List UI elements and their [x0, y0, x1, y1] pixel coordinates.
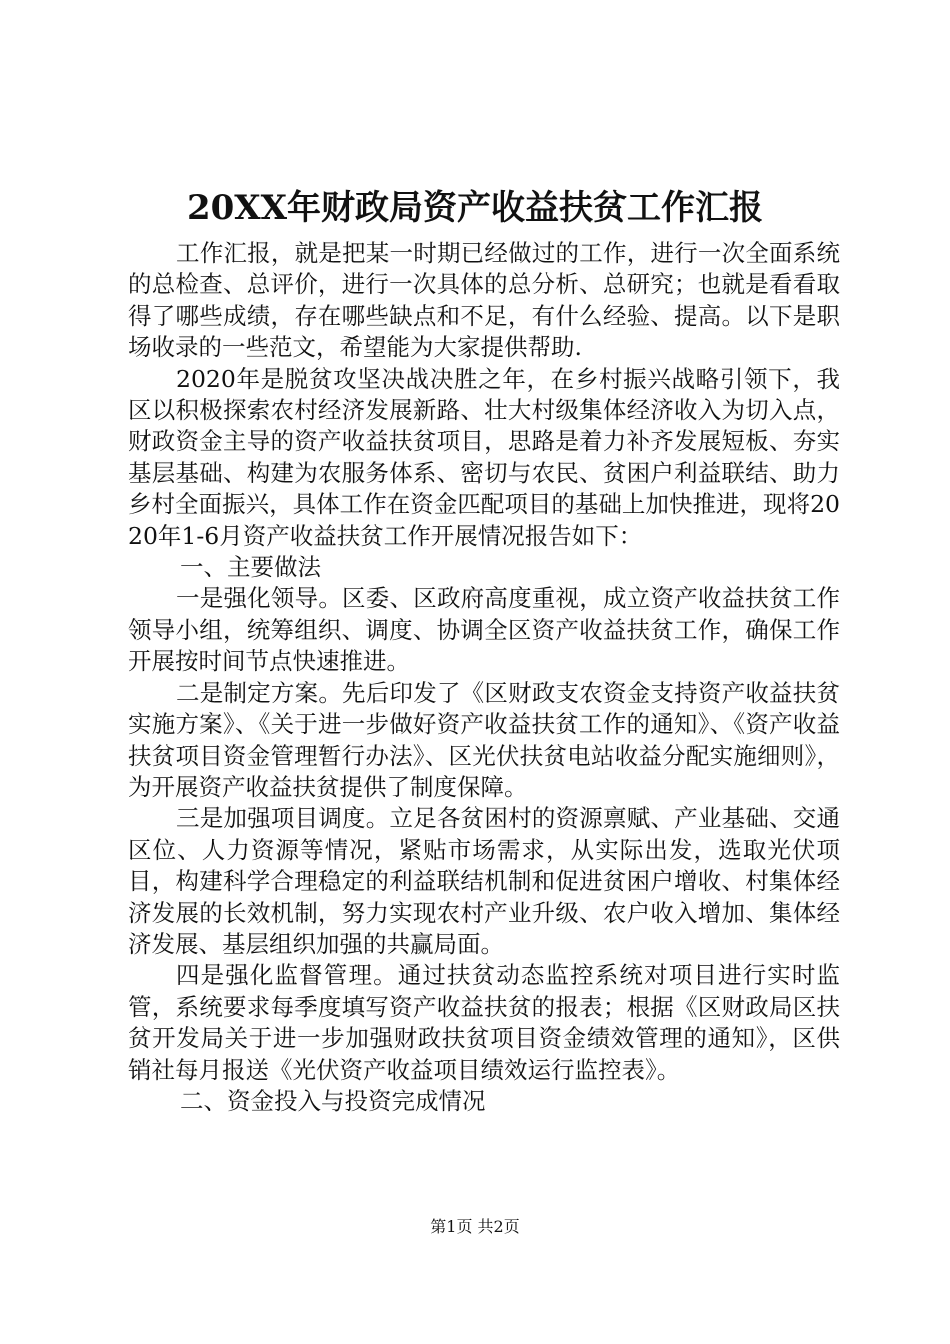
practice-paragraph-scheduling: 三是加强项目调度。立足各贫困村的资源禀赋、产业基础、交通区位、人力资源等情况，紧贴市场需求，从实际出发，选取光伏项目，构建科学合理稳定的利益联结机制和促进贫困户增收、村集体经济发展的长效机制，努力实现农村产业升级、农户收入增加、集体经济发展、基层组织加强的共赢局面。 [128, 804, 840, 958]
background-paragraph: 2020年是脱贫攻坚决战决胜之年，在乡村振兴战略引领下，我区以积极探索农村经济发展新路、壮大村级集体经济收入为切入点，财政资金主导的资产收益扶贫项目，思路是着力补齐发展短板、夯实基层基础、构建为农服务体系、密切与农民、贫困户利益联结、助力乡村全面振兴，具体工作在资金匹配项目的基础上加快推进，现将2020年1-6月资产收益扶贫工作开展情况报告如下： [128, 364, 840, 550]
practice-paragraph-leadership: 一是强化领导。区委、区政府高度重视，成立资产收益扶贫工作领导小组，统筹组织、调度、协调全区资产收益扶贫工作，确保工作开展按时间节点快速推进。 [128, 584, 840, 676]
section-heading-main-practices: 一、主要做法 [180, 553, 321, 582]
intro-paragraph: 工作汇报，就是把某一时期已经做过的工作，进行一次全面系统的总检查、总评价，进行一次具体的总分析、总研究；也就是看看取得了哪些成绩，存在哪些缺点和不足，有什么经验、提高。以下是职场收录的一些范文，希望能为大家提供帮助. [128, 239, 840, 362]
page-number-footer: 第1页 共2页 [430, 1217, 520, 1236]
practice-paragraph-plans: 二是制定方案。先后印发了《区财政支农资金支持资产收益扶贫实施方案》、《关于进一步做好资产收益扶贫工作的通知》、《资产收益扶贫项目资金管理暂行办法》、区光伏扶贫电站收益分配实施细则》，为开展资产收益扶贫提供了制度保障。 [128, 678, 840, 801]
document-body [128, 238, 840, 1117]
practice-paragraph-supervision: 四是强化监督管理。通过扶贫动态监控系统对项目进行实时监管，系统要求每季度填写资产收益扶贫的报表；根据《区财政局区扶贫开发局关于进一步加强财政扶贫项目资金绩效管理的通知》，区供销社每月报送《光伏资产收益项目绩效运行监控表》。 [128, 961, 840, 1084]
document-title: 20XX年财政局资产收益扶贫工作汇报 [186, 188, 764, 228]
section-heading-funding: 二、资金投入与投资完成情况 [180, 1086, 486, 1115]
